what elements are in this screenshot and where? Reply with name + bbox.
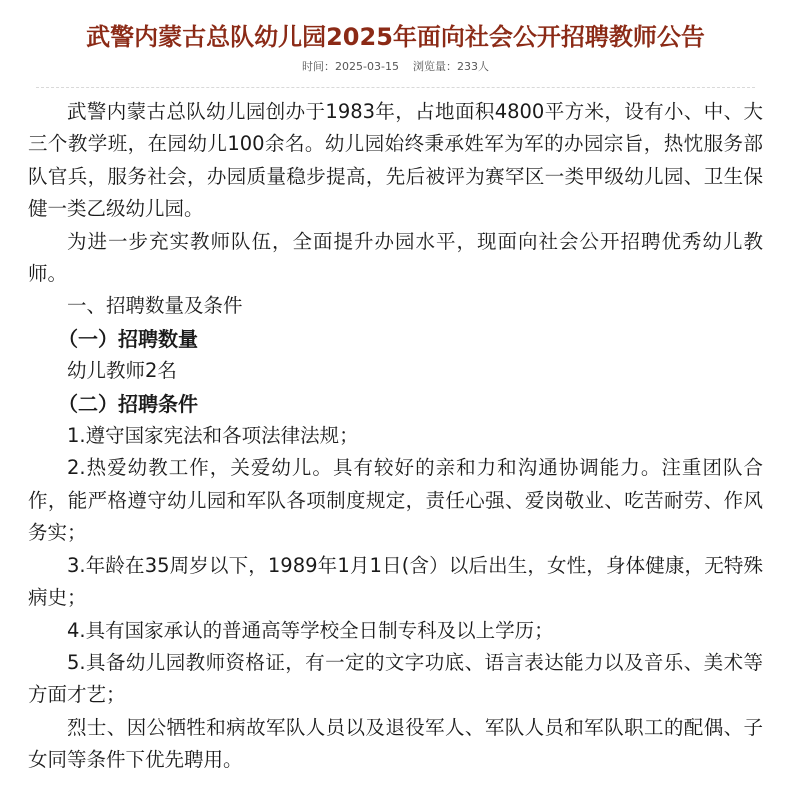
intro-paragraph: 武警内蒙古总队幼儿园创办于1983年，占地面积4800平方米，设有小、中、大三个教学班，在园幼儿100余名。幼儿园始终秉承姓军为军的办园宗旨，热忱服务部队官兵，服务社会，办园质量稳步提高，先后被评为赛罕区一类甲级幼儿园、卫生保健一类乙级幼儿园。 [28,100,763,221]
title-divider [36,87,755,88]
section-heading-1: 一、招聘数量及条件 [67,294,243,318]
condition-item-5: 5.具备幼儿园教师资格证，有一定的文字功底、语言表达能力以及音乐、美术等方面才艺； [28,650,763,707]
priority-paragraph: 烈士、因公牺牲和病故军队人员以及退役军人、军队人员和军队职工的配偶、子女同等条件下优先聘用。 [28,715,763,772]
condition-item-4: 4.具有国家承认的普通高等学校全日制专科及以上学历； [67,618,554,642]
publish-time-value: 2025-03-15 [335,60,399,73]
subsection-heading-conditions: （二）招聘条件 [58,391,198,416]
article-body [28,96,763,777]
publish-time-label: 时间： [302,60,336,73]
purpose-paragraph: 为进一步充实教师队伍，全面提升办园水平，现面向社会公开招聘优秀幼儿教师。 [28,229,763,286]
subsection-heading-quantity: （一）招聘数量 [58,326,198,351]
condition-item-3: 3.年龄在35周岁以下，1989年1月1日(含）以后出生，女性，身体健康，无特殊病史； [28,553,763,610]
article-title: 武警内蒙古总队幼儿园2025年面向社会公开招聘教师公告 [86,23,705,51]
condition-item-2: 2.热爱幼教工作，关爱幼儿。具有较好的亲和力和沟通协调能力。注重团队合作，能严格遵守幼儿园和军队各项制度规定，责任心强、爱岗敬业、吃苦耐劳、作风务实； [28,456,763,545]
view-count-value: 233人 [456,60,489,73]
condition-item-1: 1.遵守国家宪法和各项法律法规； [67,424,359,448]
quantity-paragraph: 幼儿教师2名 [67,359,177,383]
article-meta [28,59,763,75]
view-count-label: 浏览量： [412,60,457,73]
